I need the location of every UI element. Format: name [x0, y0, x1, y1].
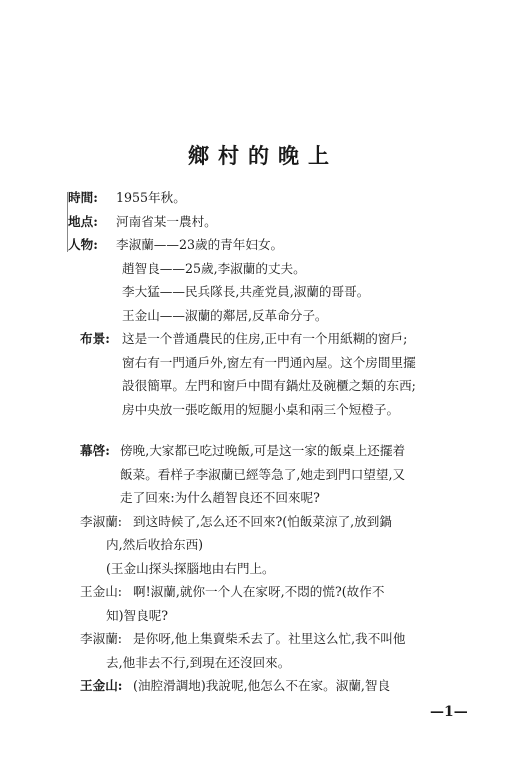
speaker-name: 王金山: [80, 678, 123, 693]
dialogue-line: 是你呀,他上集賣柴禾去了。社里这么忙,我不叫他 [133, 631, 406, 646]
dialogue-line: 去,他非去不行,到現在还沒回來。 [106, 655, 291, 670]
dialogue-line: 知)智良呢? [106, 608, 169, 623]
speaker-name: 王金山: [80, 584, 123, 599]
curtain-line: 走了回來:为什么趙智良还不回來呢? [120, 490, 320, 505]
speaker-name: 李淑蘭: [80, 514, 123, 529]
time-label: 時間: [68, 190, 98, 205]
curtain-line: 傍晚,大家都已吃过晚飯,可是这一家的飯桌上还擺着 [120, 443, 406, 458]
character-line: 李大猛——民兵隊長,共產党員,淑蘭的哥哥。 [122, 284, 370, 299]
place-value: 河南省某一農村。 [116, 214, 217, 229]
dialogue-line: 内,然后收拾东西) [106, 537, 204, 552]
character-line: 李淑蘭——23歲的青年妇女。 [116, 237, 284, 252]
scene-label: 布景: [80, 331, 110, 346]
scene-line: 这是一个普通農民的住房,正中有一个用紙糊的窗戶; [122, 331, 408, 346]
dialogue-line: 啊!淑蘭,就你一个人在家呀,不悶的慌?(故作不 [133, 584, 385, 599]
speaker-name: 李淑蘭: [80, 631, 123, 646]
scene-line: 窗右有一門通戶外,窗左有一門通內屋。这个房間里擺 [122, 355, 416, 370]
scene-line: 房中央放一張吃飯用的短腿小桌和兩三个短橙子。 [122, 402, 400, 417]
curtain-label: 幕啓: [80, 443, 110, 458]
dialogue-line: (油腔滑調地)我說呢,他怎么不在家。淑蘭,智良 [133, 678, 391, 693]
character-line: 王金山——淑蘭的鄰居,反革命分子。 [122, 308, 328, 323]
scene-line: 設很簡單。左門和窗戶中間有鍋灶及碗櫃之類的东西; [122, 378, 416, 393]
page-number: —1— [430, 704, 468, 720]
dialogue-line: 到这時候了,怎么还不回來?(怕飯菜涼了,放到鍋 [133, 514, 392, 529]
time-value: 1955年秋。 [116, 190, 186, 205]
page-title: 鄉村的晚上 [188, 143, 338, 168]
stage-direction: (王金山探头探腦地由右門上。 [106, 561, 275, 576]
people-label: 人物: [68, 237, 98, 252]
place-label: 地点: [68, 214, 98, 229]
curtain-line: 飯菜。看样子李淑蘭已經等急了,她走到門口望望,又 [120, 467, 406, 482]
character-line: 趙智良——25歲,李淑蘭的丈夫。 [122, 261, 306, 276]
